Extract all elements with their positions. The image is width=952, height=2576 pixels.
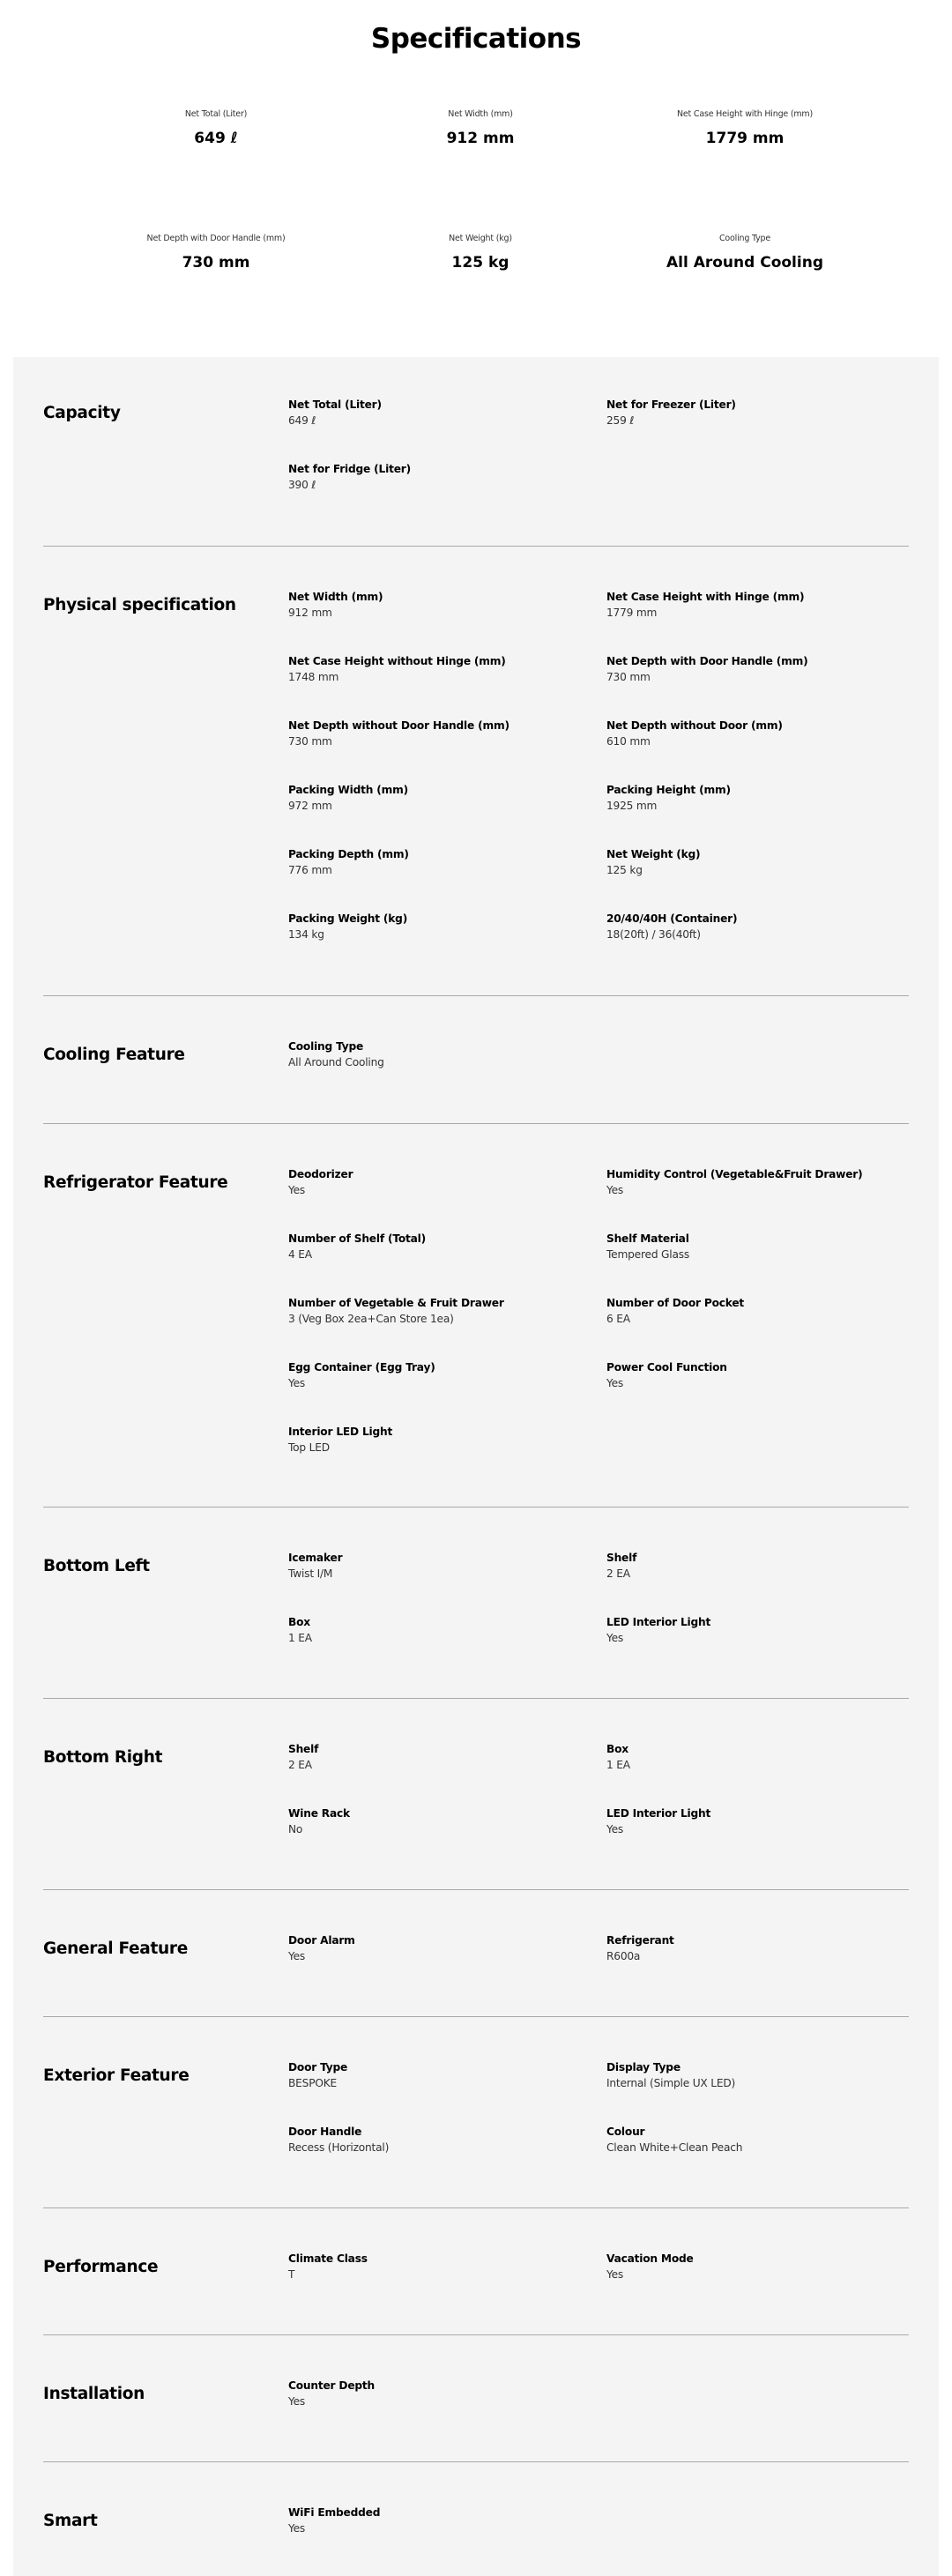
spec-item [606,1807,906,1835]
spec-item [288,1232,588,1261]
spec-label: 20/40/40H (Container) [606,912,738,925]
spec-item [288,1040,588,1068]
spec-item [288,1552,588,1580]
spec-value: Yes [288,2395,306,2408]
spec-label: Shelf Material [606,1232,689,1245]
spec-item [288,2506,588,2535]
spec-value: Yes [606,1184,624,1196]
section-title: Installation [43,2385,145,2403]
spec-value: 972 mm [288,800,332,812]
summary-label: Net Case Height with Hinge (mm) [677,109,813,119]
spec-value: Yes [606,2268,624,2281]
spec-label: Net Depth without Door Handle (mm) [288,719,509,732]
spec-value: Twist I/M [288,1567,333,1580]
spec-label: Wine Rack [288,1807,350,1820]
specifications-panel [13,357,939,2576]
spec-value: 1925 mm [606,800,658,812]
spec-value: 730 mm [288,735,332,748]
section-title: Cooling Feature [43,1046,185,1064]
spec-value: Recess (Horizontal) [288,2141,390,2154]
spec-item [288,655,588,683]
spec-label: Shelf [606,1552,637,1564]
section-title: Capacity [43,404,121,422]
spec-label: Counter Depth [288,2379,376,2392]
spec-value: No [288,1823,303,1835]
summary-value: All Around Cooling [666,254,823,272]
section-title: Bottom Left [43,1557,150,1575]
spec-item [606,2252,906,2281]
spec-value: 649 ℓ [288,414,316,427]
spec-label: Icemaker [288,1552,343,1564]
spec-label: Number of Vegetable & Fruit Drawer [288,1297,504,1309]
spec-value: 1 EA [606,1759,630,1771]
section-divider [43,995,909,996]
spec-value: R600a [606,1950,641,1962]
spec-value: 4 EA [288,1248,312,1261]
spec-label: Net Weight (kg) [606,848,701,860]
page-title: Specifications [370,23,582,55]
spec-label: Deodorizer [288,1168,353,1180]
spec-value: Top LED [288,1441,330,1454]
section-divider [43,1123,909,1124]
spec-label: Power Cool Function [606,1361,727,1374]
spec-label: Shelf [288,1743,319,1755]
summary-value: 1779 mm [705,130,785,147]
summary-value: 912 mm [446,130,515,147]
spec-item [606,1232,906,1261]
spec-label: Door Alarm [288,1934,355,1947]
spec-label: Net Depth without Door (mm) [606,719,783,732]
summary-item [586,234,904,272]
spec-value: 125 kg [606,864,643,876]
spec-item [288,2126,588,2154]
spec-value: Yes [606,1823,624,1835]
spec-item [606,1743,906,1771]
spec-label: Net for Freezer (Liter) [606,398,736,411]
spec-label: Egg Container (Egg Tray) [288,1361,435,1374]
spec-item [606,398,906,427]
spec-label: Number of Shelf (Total) [288,1232,427,1245]
spec-value: 18(20ft) / 36(40ft) [606,928,701,941]
summary-item [586,109,904,147]
spec-label: LED Interior Light [606,1616,711,1628]
spec-item [288,784,588,812]
spec-label: Net Depth with Door Handle (mm) [606,655,808,667]
section-title: Performance [43,2258,159,2276]
spec-item [606,2061,906,2089]
spec-label: Humidity Control (Vegetable&Fruit Drawer) [606,1168,863,1180]
spec-value: 2 EA [606,1567,630,1580]
spec-value: Yes [606,1377,624,1389]
section-title: Smart [43,2512,98,2530]
section-title: Physical specification [43,596,236,614]
spec-label: Box [606,1743,628,1755]
section-title: General Feature [43,1939,188,1958]
spec-item [606,1616,906,1644]
spec-label: Net Total (Liter) [288,398,382,411]
spec-value: Internal (Simple UX LED) [606,2077,736,2089]
spec-label: LED Interior Light [606,1807,711,1820]
spec-item [606,655,906,683]
spec-label: Packing Width (mm) [288,784,409,796]
section-title: Refrigerator Feature [43,1173,228,1192]
spec-item [606,784,906,812]
spec-item [606,1552,906,1580]
spec-item [606,719,906,748]
section-divider [43,1507,909,1508]
spec-value: 2 EA [288,1759,312,1771]
spec-label: Refrigerant [606,1934,674,1947]
section-title: Exterior Feature [43,2066,190,2085]
spec-value: 390 ℓ [288,479,316,491]
spec-label: Packing Weight (kg) [288,912,408,925]
spec-value: Yes [288,2522,306,2535]
spec-value: 1748 mm [288,671,339,683]
spec-item [606,1168,906,1196]
spec-item [288,2379,588,2408]
spec-label: Net Width (mm) [288,591,383,603]
spec-value: Tempered Glass [606,1248,690,1261]
section-divider [43,2461,909,2462]
spec-label: Packing Height (mm) [606,784,731,796]
spec-value: 259 ℓ [606,414,635,427]
section-divider [43,1698,909,1699]
summary-label: Cooling Type [718,234,771,243]
summary-label: Net Total (Liter) [184,109,248,119]
spec-label: Colour [606,2126,645,2138]
spec-value: 776 mm [288,864,332,876]
summary-label: Net Depth with Door Handle (mm) [146,234,286,243]
section-divider [43,546,909,547]
spec-value: 610 mm [606,735,651,748]
spec-value: Yes [288,1377,306,1389]
spec-item [288,398,588,427]
summary-value: 125 kg [451,254,509,272]
spec-item [288,1426,588,1454]
spec-value: 912 mm [288,607,332,619]
spec-value: Clean White+Clean Peach [606,2141,743,2154]
spec-item [288,1807,588,1835]
spec-item [288,912,588,941]
spec-item [288,2252,588,2281]
spec-label: Box [288,1616,310,1628]
spec-label: WiFi Embedded [288,2506,381,2519]
spec-label: Door Handle [288,2126,362,2138]
spec-value: Yes [288,1184,306,1196]
spec-value: 730 mm [606,671,651,683]
spec-value: 3 (Veg Box 2ea+Can Store 1ea) [288,1313,454,1325]
spec-value: BESPOKE [288,2077,338,2089]
spec-label: Door Type [288,2061,348,2073]
section-divider [43,2334,909,2335]
spec-item [606,2126,906,2154]
spec-value: 1779 mm [606,607,658,619]
spec-value: T [288,2268,295,2281]
spec-item [606,848,906,876]
summary-value: 730 mm [182,254,250,272]
spec-label: Display Type [606,2061,681,2073]
spec-value: Yes [606,1632,624,1644]
spec-item [288,1361,588,1389]
spec-label: Packing Depth (mm) [288,848,409,860]
spec-label: Interior LED Light [288,1426,393,1438]
spec-item [606,1361,906,1389]
summary-label: Net Width (mm) [448,109,513,119]
section-divider [43,1889,909,1890]
spec-value: 134 kg [288,928,324,941]
spec-label: Net for Fridge (Liter) [288,463,411,475]
section-divider [43,2207,909,2208]
spec-label: Net Case Height without Hinge (mm) [288,655,506,667]
spec-value: Yes [288,1950,306,1962]
spec-item [288,848,588,876]
section-divider [43,2016,909,2017]
spec-label: Net Case Height with Hinge (mm) [606,591,805,603]
spec-item [288,719,588,748]
spec-item [606,912,906,941]
spec-item [288,1168,588,1196]
summary-label: Net Weight (kg) [449,234,512,243]
summary-value: 649 ℓ [194,130,238,147]
spec-value: 1 EA [288,1632,312,1644]
spec-value: All Around Cooling [288,1056,384,1068]
spec-item [288,1297,588,1325]
spec-label: Climate Class [288,2252,368,2265]
spec-item [288,2061,588,2089]
spec-item [606,1297,906,1325]
spec-label: Vacation Mode [606,2252,694,2265]
spec-item [606,591,906,619]
spec-item [288,463,588,491]
spec-item [288,1616,588,1644]
spec-value: 6 EA [606,1313,630,1325]
section-title: Bottom Right [43,1748,163,1767]
spec-item [288,1934,588,1962]
spec-item [606,1934,906,1962]
spec-item [288,1743,588,1771]
spec-item [288,591,588,619]
spec-label: Number of Door Pocket [606,1297,745,1309]
spec-label: Cooling Type [288,1040,364,1053]
